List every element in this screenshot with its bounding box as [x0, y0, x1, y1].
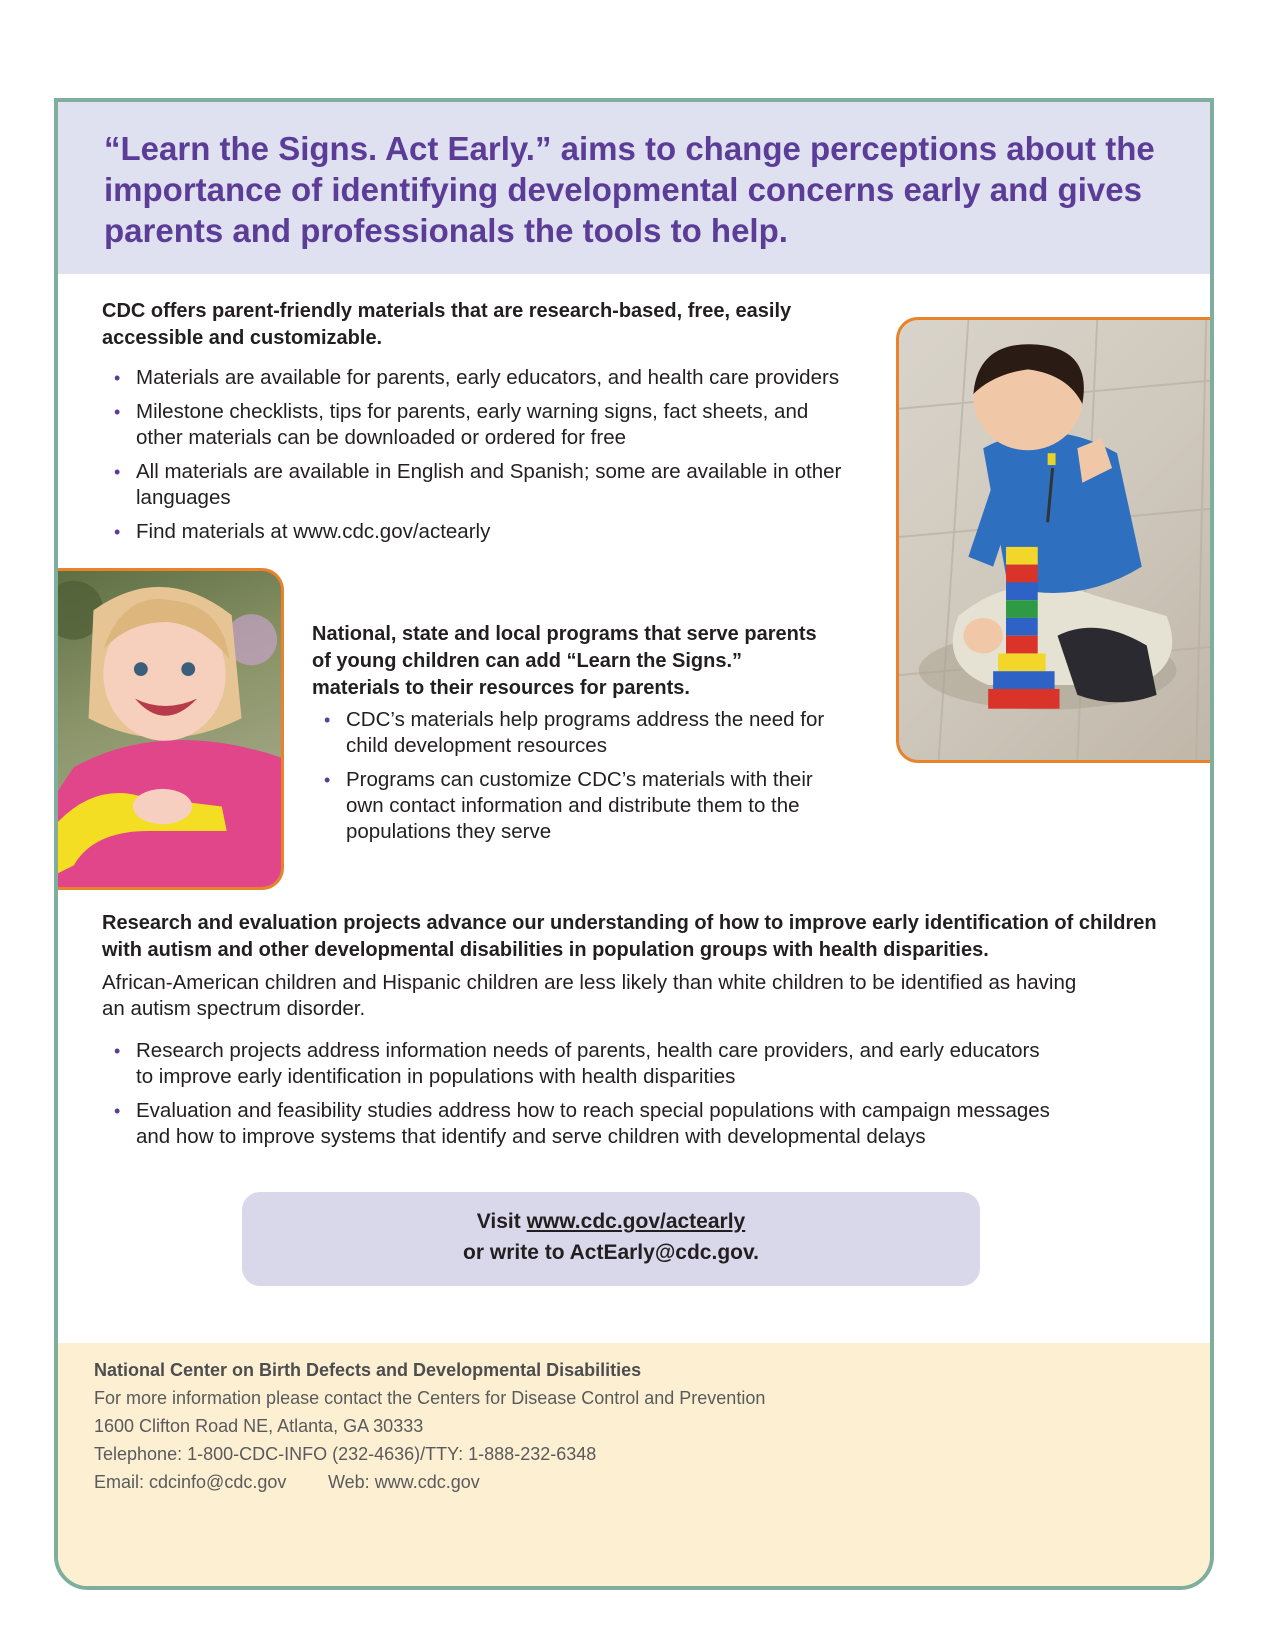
headline-banner	[58, 102, 1210, 274]
footer-email-web	[94, 1471, 694, 1493]
footer	[58, 1343, 1210, 1590]
section3-intro: African-American children and Hispanic children are less likely than white children to be identified as having an autism spectrum disorder.	[102, 971, 1077, 1020]
section2-heading: National, state and local programs that serve parents of young children can add “Learn the Signs.” materials to their resources for parents.	[312, 623, 817, 699]
footer-org: National Center on Birth Defects and Developmental Disabilities	[94, 1360, 642, 1380]
section3-heading: Research and evaluation projects advance our understanding of how to improve early identification of children with autism and other developmental disabilities in population groups with health disparities.	[102, 912, 1157, 961]
footer-web: Web: www.cdc.gov	[328, 1472, 480, 1492]
bullet-icon: •	[324, 710, 331, 730]
list-item: • Evaluation and feasibility studies address how to reach special populations with campaign messages and how to improve systems that identify and serve children with developmental delays	[114, 1099, 1050, 1148]
headline: “Learn the Signs. Act Early.” aims to change perceptions about the importance of identifying developmental concerns early and gives parents and professionals the tools to help.	[104, 130, 1155, 249]
section1-heading: CDC offers parent-friendly materials that are research-based, free, easily accessible and customizable.	[102, 300, 792, 349]
section3-bullets	[102, 1038, 1052, 1158]
write-line: or write to ActEarly@cdc.gov.	[463, 1241, 759, 1264]
bullet-icon: •	[114, 402, 121, 422]
smiling-toddler-on-ride-on-toy-photo	[54, 568, 284, 890]
list-item: • CDC’s materials help programs address the need for child development resources	[324, 708, 825, 757]
list-item: • Milestone checklists, tips for parents, early warning signs, fact sheets, and other materials can be downloaded or ordered for free	[114, 400, 809, 449]
section2-bullets	[312, 707, 832, 853]
section1-bullets	[102, 365, 842, 553]
page-frame	[54, 98, 1214, 1590]
actearly-link[interactable]: www.cdc.gov/actearly	[526, 1210, 746, 1233]
visit-callout	[242, 1192, 980, 1286]
visit-line: Visit www.cdc.gov/actearly	[476, 1210, 746, 1233]
list-item: • Materials are available for parents, early educators, and health care providers	[114, 366, 840, 389]
list-item: • Research projects address information needs of parents, health care providers, and early educators to improve early identification in populations with health disparities	[114, 1039, 1040, 1088]
bullet-icon: •	[114, 462, 121, 482]
bullet-icon: •	[114, 1041, 121, 1061]
footer-email: Email: cdcinfo@cdc.gov	[94, 1472, 287, 1492]
footer-address: 1600 Clifton Road NE, Atlanta, GA 30333	[94, 1416, 424, 1436]
list-item: • Programs can customize CDC’s materials with their own contact information and distribute them to the populations they serve	[324, 768, 813, 843]
bullet-icon: •	[114, 368, 121, 388]
footer-contact: For more information please contact the Centers for Disease Control and Prevention	[94, 1388, 766, 1408]
list-item: • Find materials at www.cdc.gov/actearly	[114, 520, 491, 543]
bullet-icon: •	[324, 770, 331, 790]
bullet-icon: •	[114, 1101, 121, 1121]
bullet-icon: •	[114, 522, 121, 542]
list-item: • All materials are available in English and Spanish; some are available in other languages	[114, 460, 842, 509]
boy-building-block-tower-photo	[896, 317, 1214, 763]
footer-phone: Telephone: 1-800-CDC-INFO (232-4636)/TTY: 1-888-232-6348	[94, 1444, 597, 1464]
